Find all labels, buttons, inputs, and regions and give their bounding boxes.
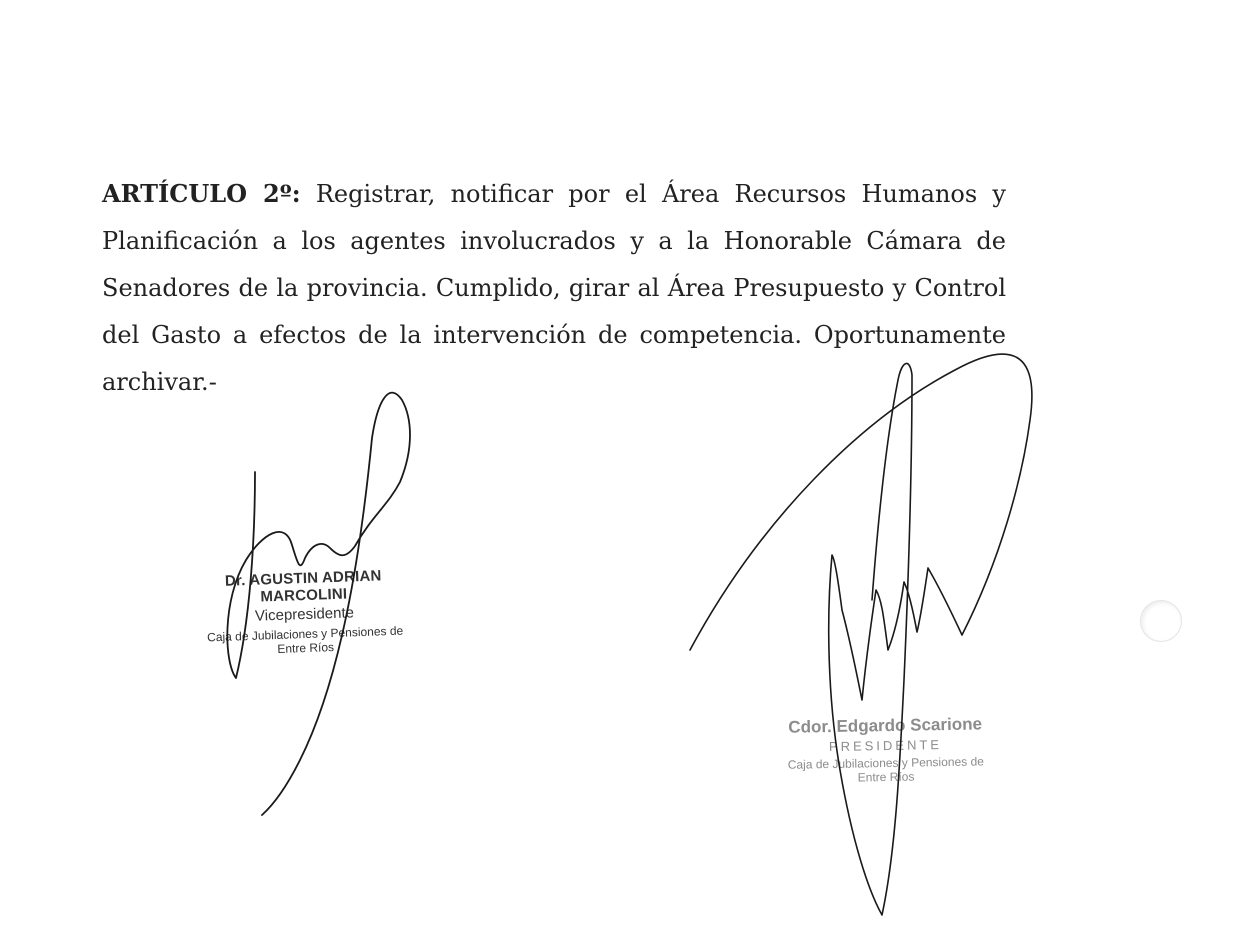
vicepresident-organization: Caja de Jubilaciones y Pensiones de Entre Ríos <box>206 623 404 656</box>
president-role: PRESIDENTE <box>828 737 943 755</box>
vicepresident-name: Dr. AGUSTIN ADRIAN MARCOLINI <box>224 567 382 606</box>
vicepresident-signature <box>227 393 410 815</box>
article-heading: ARTÍCULO 2º: <box>102 179 301 208</box>
president-signature <box>690 354 1032 915</box>
vicepresident-role: Vicepresidente <box>254 604 355 625</box>
article-body: Registrar, notificar por el Área Recursos Humanos y Planificación a los agentes involucrados y a la Honorable Cámara de Senadores de la provincia. Cumplido, girar al Área Presupuesto y Control del Gasto a efectos de la intervención de competencia. Oportunamente archivar.- <box>102 180 1006 396</box>
punch-hole-mark <box>1140 600 1182 642</box>
president-name: Cdor. Edgardo Scarione <box>788 714 983 737</box>
president-organization: Caja de Jubilaciones y Pensiones de Entre Ríos <box>787 754 984 785</box>
